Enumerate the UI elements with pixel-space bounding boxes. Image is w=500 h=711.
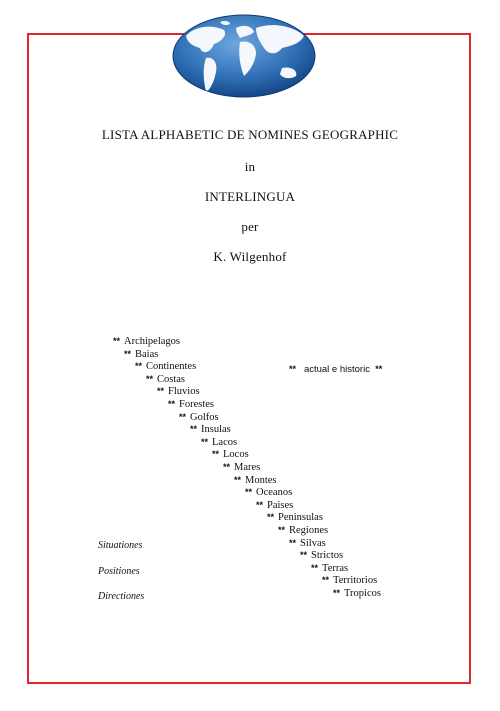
list-item-label: Locos [223,449,249,461]
list-item [245,487,292,498]
list-item [168,399,214,410]
list-item [146,374,185,385]
note-stars-right: ** [375,364,383,374]
list-item-stars: ** [300,550,308,561]
list-item-label: Regiones [289,525,329,536]
list-item-stars: ** [333,588,341,598]
list-item-label: Insulas [201,424,231,436]
title-in: in [244,159,256,174]
title-author: K. Wilgenhof [213,249,287,264]
list-item-stars: ** [135,361,143,372]
note-actual-historic [289,364,382,375]
list-item-label: Montes [245,474,277,486]
list-item-label: Mares [234,462,261,473]
list-item-label: Fluvios [168,386,200,398]
list-item-label: Oceanos [256,487,293,499]
list-item [234,475,277,486]
list-item-stars: ** [278,525,286,535]
list-item-label: Baias [135,348,159,360]
list-item [179,412,219,423]
world-map-icon [172,14,316,98]
list-item-label: Lacos [212,436,238,448]
side-label-situationes: Situationes [98,540,143,551]
list-item-stars: ** [113,336,121,346]
list-item [201,437,237,448]
title-language: INTERLINGUA [204,189,296,204]
list-item-label: Continentes [146,361,197,373]
list-item [333,588,381,599]
list-item-stars: ** [124,348,132,359]
list-item-label: Paises [267,499,294,511]
list-item-stars: ** [322,575,330,586]
list-item-label: Costas [157,373,186,385]
list-item [278,525,328,536]
list-item-label: Territorios [333,575,378,587]
list-item-stars: ** [179,411,187,422]
list-item-stars: ** [234,474,242,485]
list-item [256,500,293,511]
list-item-stars: ** [245,487,253,498]
list-item-stars: ** [146,373,154,384]
list-item [289,538,326,549]
list-item-stars: ** [267,512,275,523]
side-label-directiones: Directiones [98,591,145,602]
list-item [124,349,158,360]
list-item-label: Peninsulas [278,512,323,524]
list-item-label: Golfos [190,411,219,423]
list-item [135,361,196,372]
list-item [300,550,343,561]
list-item [157,386,200,397]
list-item-stars: ** [190,424,198,435]
list-item-stars: ** [201,436,209,447]
list-item [212,449,249,460]
title-per: per [241,219,259,234]
list-item [322,575,377,586]
list-item-stars: ** [212,449,220,460]
list-item-label: Terras [322,562,349,574]
list-item-stars: ** [311,562,319,573]
note-text: actual e historic [303,364,370,375]
list-item [267,512,323,523]
list-item [223,462,260,473]
list-item-label: Tropicos [344,588,381,599]
list-item-label: Forestes [179,399,215,410]
list-item-label: Silvas [300,537,326,549]
list-item-stars: ** [223,462,231,472]
list-item-stars: ** [157,386,165,397]
list-item-stars: ** [256,499,264,510]
list-item [190,424,231,435]
list-item [113,336,180,347]
document-title: LISTA ALPHABETIC DE NOMINES GEOGRAPHIC [101,127,399,142]
list-item-label: Archipelagos [124,336,180,347]
list-item-label: Strictos [311,550,344,562]
list-item [311,563,348,574]
list-item-stars: ** [289,537,297,548]
side-label-positiones: Positiones [98,566,140,577]
note-stars-left: ** [289,364,297,374]
list-item-stars: ** [168,399,176,409]
